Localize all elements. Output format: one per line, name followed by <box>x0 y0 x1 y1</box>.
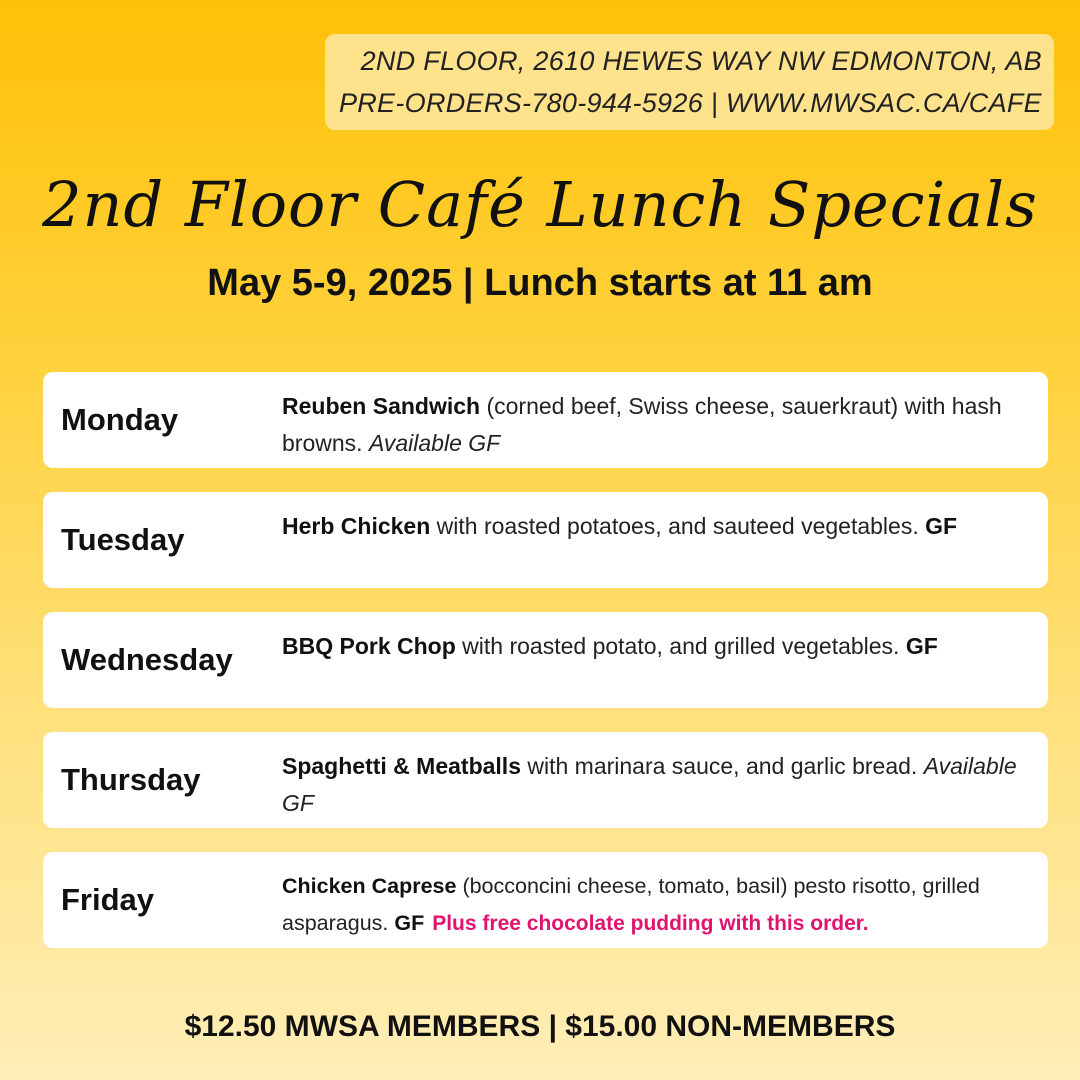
gf-badge-friday: GF <box>394 911 425 935</box>
promo-text-friday: Plus free chocolate pudding with this order. <box>432 912 869 935</box>
gf-note-monday: Available GF <box>368 430 501 456</box>
gf-badge-tuesday: GF <box>925 513 958 539</box>
dish-name-monday: Reuben Sandwich <box>282 393 481 419</box>
dish-name-tuesday: Herb Chicken <box>282 513 431 539</box>
gf-badge-wednesday: GF <box>905 633 938 659</box>
dish-details-tuesday: with roasted potatoes, and sauteed vegetables. <box>430 513 926 539</box>
dish-name-friday: Chicken Caprese <box>282 874 457 898</box>
address-line: 2ND FLOOR, 2610 HEWES WAY NW EDMONTON, AB <box>360 46 1042 76</box>
menu-description-friday <box>282 868 1030 942</box>
dish-details-thursday: with marinara sauce, and garlic bread. <box>520 753 924 779</box>
day-label-thursday: Thursday <box>61 762 201 797</box>
contact-line: PRE-ORDERS-780-944-5926 | WWW.MWSAC.CA/CAFE <box>338 88 1042 118</box>
page-subtitle: May 5-9, 2025 | Lunch starts at 11 am <box>207 262 873 304</box>
menu-description-wednesday <box>282 628 1030 665</box>
page-title: 2nd Floor Café Lunch Specials <box>42 168 1038 241</box>
dish-details-wednesday: with roasted potato, and grilled vegetables. <box>455 633 906 659</box>
menu-description-tuesday <box>282 508 1030 545</box>
dish-details-friday: (bocconcini cheese, tomato, basil) pesto risotto, grilled asparagus. <box>282 874 980 935</box>
menu-card-wednesday <box>43 612 1048 708</box>
menu-card-thursday <box>43 732 1048 828</box>
menu-card-tuesday <box>43 492 1048 588</box>
dish-name-wednesday: BBQ Pork Chop <box>282 633 456 659</box>
menu-description-thursday <box>282 748 1030 822</box>
dish-details-monday: (corned beef, Swiss cheese, sauerkraut) with hash browns. <box>282 393 1002 456</box>
menu-list <box>43 372 1048 972</box>
menu-card-monday <box>43 372 1048 468</box>
day-label-wednesday: Wednesday <box>61 642 233 677</box>
menu-card-friday <box>43 852 1048 948</box>
gf-note-thursday: Available GF <box>282 753 1017 816</box>
day-label-friday: Friday <box>61 882 155 917</box>
menu-description-monday <box>282 388 1030 462</box>
address-box <box>325 34 1054 130</box>
day-label-monday: Monday <box>61 402 179 437</box>
dish-name-thursday: Spaghetti & Meatballs <box>282 753 521 779</box>
pricing-line: $12.50 MWSA MEMBERS | $15.00 NON-MEMBERS <box>184 1010 896 1043</box>
day-label-tuesday: Tuesday <box>61 522 185 557</box>
